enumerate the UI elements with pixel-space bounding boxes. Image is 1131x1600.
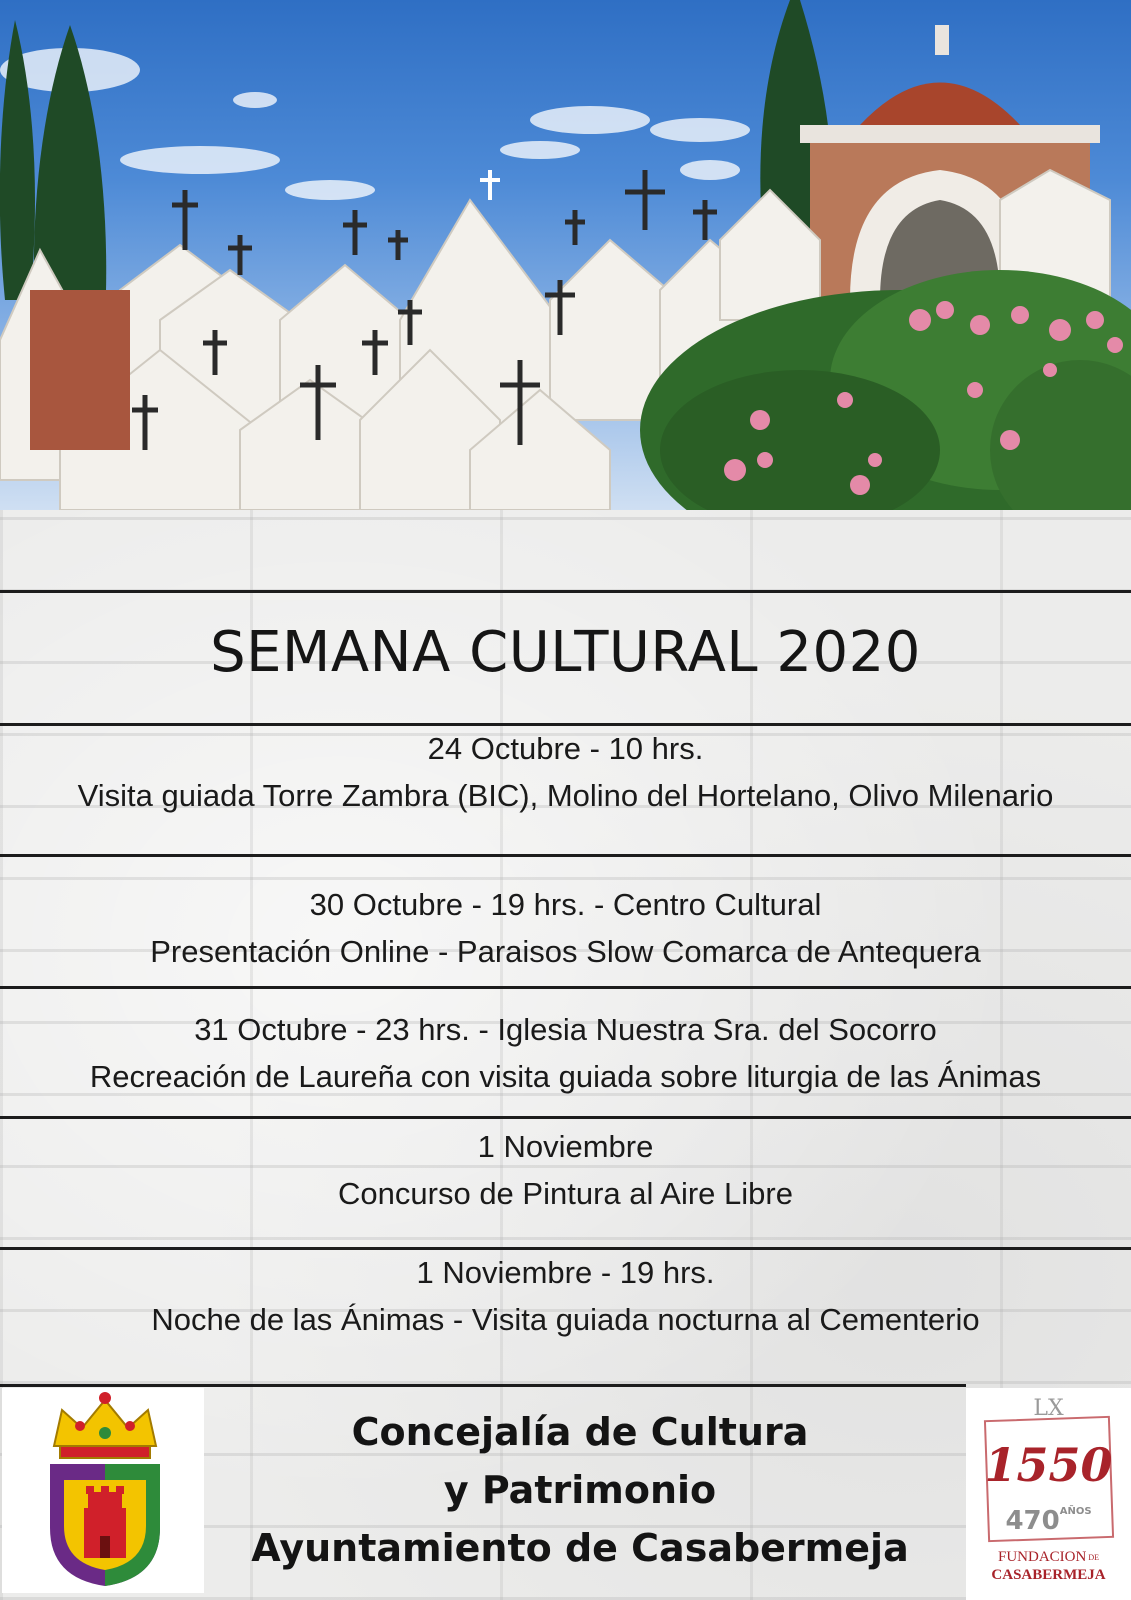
header-photo bbox=[0, 0, 1131, 510]
logo-year: 1550 bbox=[984, 1438, 1113, 1492]
event-date: 1 Noviembre bbox=[477, 1129, 654, 1164]
footer-line: y Patrimonio bbox=[443, 1468, 717, 1512]
logo-anos-label: AÑOS bbox=[1059, 1506, 1092, 1517]
cemetery-photo bbox=[0, 0, 1131, 510]
page-title: SEMANA CULTURAL 2020 bbox=[210, 620, 921, 685]
event-date: 30 Octubre - 19 hrs. - Centro Cultural bbox=[309, 887, 822, 922]
divider-line bbox=[0, 590, 1131, 593]
divider-line bbox=[0, 1116, 1131, 1119]
event-description: Concurso de Pintura al Aire Libre bbox=[338, 1176, 793, 1211]
event-description: Visita guiada Torre Zambra (BIC), Molino del Hortelano, Olivo Milenario bbox=[77, 778, 1054, 813]
logo-anniversary-number: 470 bbox=[1005, 1506, 1060, 1536]
divider-line bbox=[0, 986, 1131, 989]
coat-of-arms-icon bbox=[2, 1388, 204, 1593]
event-description: Presentación Online - Paraisos Slow Comarca de Antequera bbox=[150, 934, 981, 969]
footer-organization bbox=[210, 1403, 950, 1577]
footer-line: Concejalía de Cultura bbox=[351, 1410, 809, 1454]
divider-line bbox=[0, 1384, 966, 1387]
event-date: 1 Noviembre - 19 hrs. bbox=[416, 1255, 715, 1290]
logo-anniversary bbox=[966, 1506, 1131, 1536]
event-description: Noche de las Ánimas - Visita guiada nocturna al Cementerio bbox=[151, 1302, 980, 1337]
event-item bbox=[0, 725, 1131, 819]
logo-fundacion-text: FUNDACION bbox=[997, 1549, 1087, 1565]
footer-line: Ayuntamiento de Casabermeja bbox=[251, 1526, 909, 1570]
event-date: 24 Octubre - 10 hrs. bbox=[427, 731, 704, 766]
logo-de-text: DE bbox=[1088, 1553, 1099, 1562]
event-item bbox=[0, 1006, 1131, 1100]
event-description: Recreación de Laureña con visita guiada sobre liturgia de las Ánimas bbox=[89, 1059, 1042, 1094]
event-item bbox=[0, 1249, 1131, 1343]
logo-label-top bbox=[966, 1548, 1131, 1567]
foundation-logo bbox=[966, 1388, 1131, 1600]
event-item bbox=[0, 881, 1131, 975]
event-date: 31 Octubre - 23 hrs. - Iglesia Nuestra Sra. del Socorro bbox=[194, 1012, 937, 1047]
municipal-coat-of-arms bbox=[2, 1388, 204, 1593]
divider-line bbox=[0, 854, 1131, 857]
logo-roman-numeral: LX bbox=[1033, 1396, 1064, 1421]
event-item bbox=[0, 1123, 1131, 1217]
logo-label-bottom: CASABERMEJA bbox=[991, 1567, 1106, 1583]
